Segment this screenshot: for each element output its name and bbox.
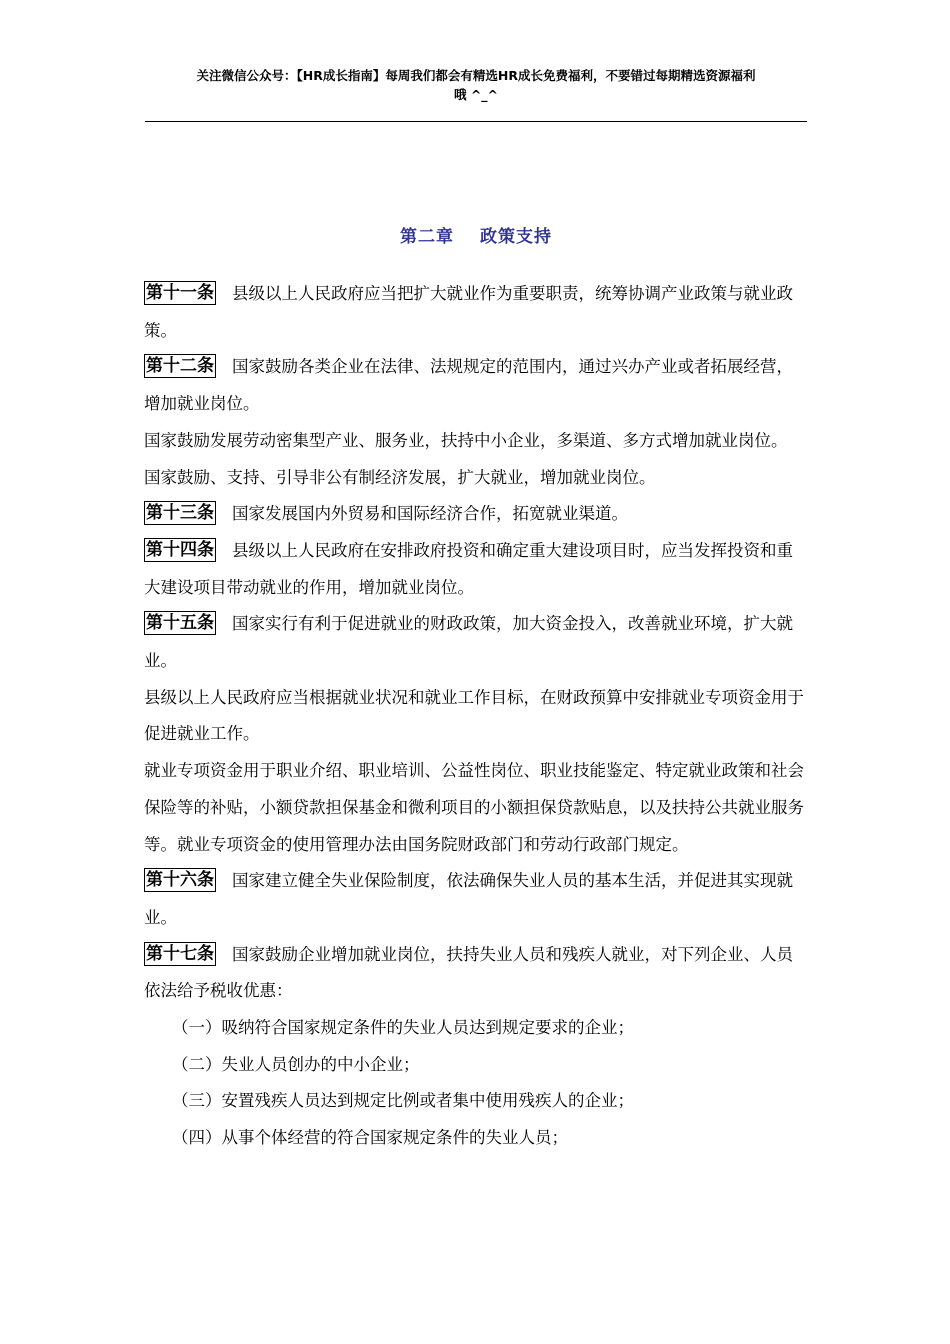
article-label: 第十七条 [146, 943, 214, 964]
article-label: 第十二条 [146, 356, 214, 377]
article-paragraph [144, 863, 808, 936]
chapter-heading [145, 222, 807, 247]
body-paragraph: 国家鼓励发展劳动密集型产业、服务业，扶持中小企业，多渠道、多方式增加就业岗位。 [144, 430, 788, 450]
article-text: 国家建立健全失业保险制度，依法确保失业人员的基本生活，并促进其实现就业。 [144, 871, 793, 927]
document-body [144, 276, 808, 1157]
page-header: 关注微信公众号：【HR成长指南】每周我们都会有精选HR成长免费福利，不要错过每期精选资源福利 哦 ^_^ [196, 68, 756, 102]
body-paragraph: 县级以上人民政府应当根据就业状况和就业工作目标，在财政预算中安排就业专项资金用于促进就业工作。 [144, 687, 804, 744]
article-paragraph [144, 496, 808, 533]
article-text: 国家发展国内外贸易和国际经济合作，拓宽就业渠道。 [232, 504, 628, 524]
article-label: 第十一条 [146, 283, 214, 303]
article-paragraph [144, 606, 808, 679]
article-text: 国家鼓励企业增加就业岗位，扶持失业人员和残疾人就业，对下列企业、人员依法给予税收优惠： [144, 944, 793, 1001]
list-item: （四）从事个体经营的符合国家规定条件的失业人员； [172, 1128, 568, 1148]
article-text: 县级以上人民政府在安排政府投资和确定重大建设项目时，应当发挥投资和重大建设项目带动就业的作用，增加就业岗位。 [144, 540, 793, 597]
list-item: （一）吸纳符合国家规定条件的失业人员达到规定要求的企业； [172, 1018, 634, 1038]
chapter-title: 政策支持 [480, 227, 552, 247]
article-label: 第十六条 [146, 870, 214, 891]
article-paragraph [144, 937, 808, 1010]
list-item: （三）安置残疾人员达到规定比例或者集中使用残疾人的企业； [172, 1091, 634, 1111]
article-label: 第十四条 [146, 539, 214, 560]
article-paragraph [144, 276, 808, 349]
article-text: 国家实行有利于促进就业的财政政策，加大资金投入，改善就业环境，扩大就业。 [144, 614, 793, 671]
article-paragraph [144, 533, 808, 606]
article-paragraph [144, 349, 808, 422]
list-item: （二）失业人员创办的中小企业； [172, 1054, 420, 1074]
article-text: 县级以上人民政府应当把扩大就业作为重要职责，统筹协调产业政策与就业政策。 [144, 284, 793, 340]
article-label: 第十五条 [146, 613, 214, 634]
chapter-number: 第二章 [400, 227, 454, 247]
body-paragraph: 就业专项资金用于职业介绍、职业培训、公益性岗位、职业技能鉴定、特定就业政策和社会保险等的补贴，小额贷款担保基金和微利项目的小额担保贷款贴息，以及扶持公共就业服务等。就业专项资金的使用管理办法由国务院财政部门和劳动行政部门规定。 [144, 761, 804, 854]
header-divider [145, 121, 807, 122]
body-paragraph: 国家鼓励、支持、引导非公有制经济发展，扩大就业，增加就业岗位。 [144, 467, 656, 487]
article-text: 国家鼓励各类企业在法律、法规规定的范围内，通过兴办产业或者拓展经营，增加就业岗位。 [144, 357, 793, 414]
article-label: 第十三条 [146, 503, 214, 524]
